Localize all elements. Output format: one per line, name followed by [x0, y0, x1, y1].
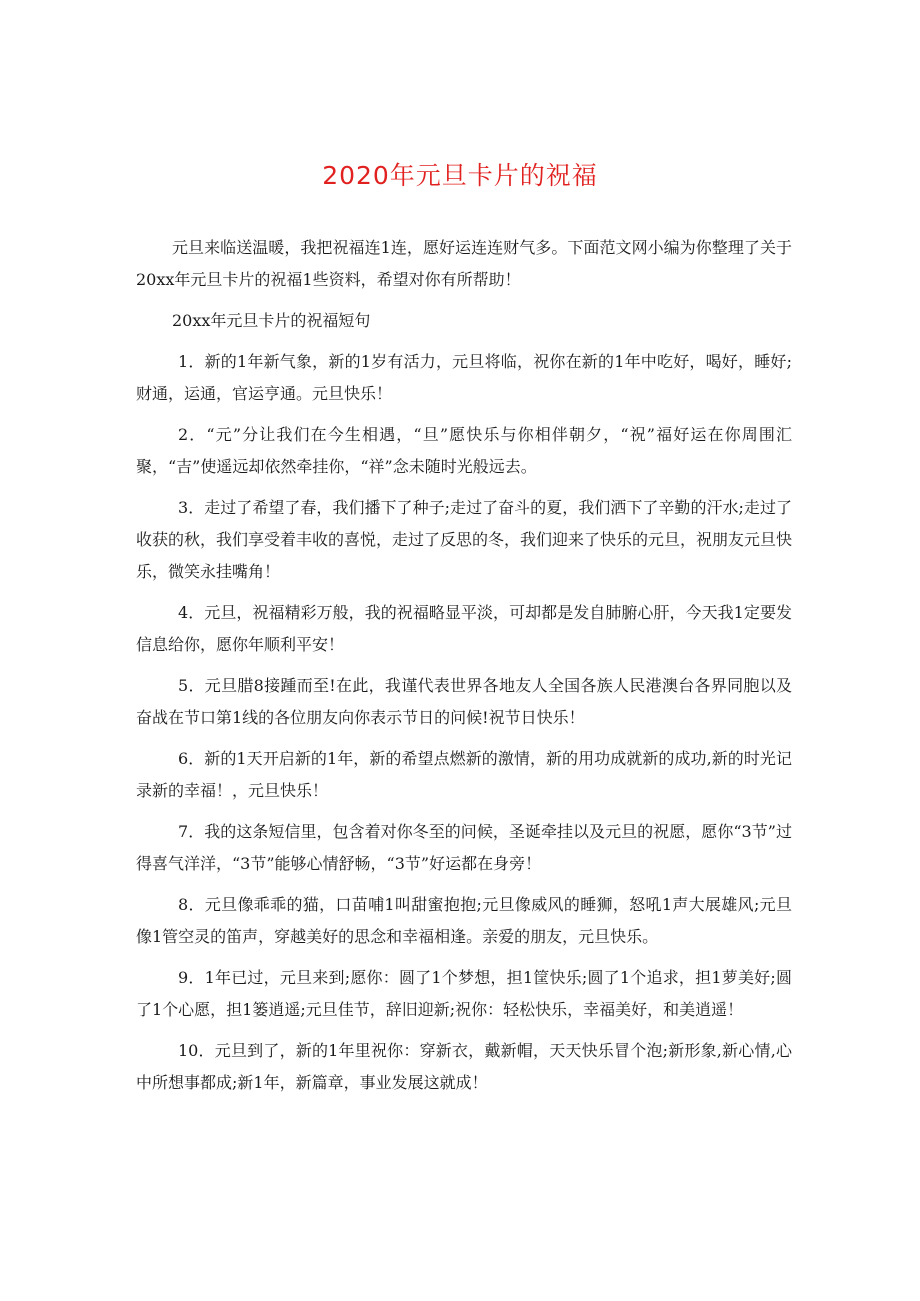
wish-item: [136, 962, 792, 1026]
wish-item: [136, 743, 792, 807]
wish-item: [136, 346, 792, 410]
wish-item: [136, 597, 792, 661]
wish-item-number: 10: [178, 1041, 199, 1060]
wish-item-text: ．走过了希望了春，我们播下了种子;走过了奋斗的夏，我们洒下了辛勤的汗水;走过了收获的秋，我们享受着丰收的喜悦，走过了反思的冬，我们迎来了快乐的元旦，祝朋友元旦快乐，微笑永挂嘴角！: [136, 498, 793, 581]
wish-item-number: 1: [178, 352, 189, 371]
wish-item: [136, 419, 792, 483]
wish-item-text: ．新的1年新气象，新的1岁有活力，元旦将临，祝你在新的1年中吃好，喝好，睡好;财通，运通，官运亨通。元旦快乐！: [136, 352, 792, 403]
wish-item-number: 3: [178, 498, 189, 517]
wish-item-number: 6: [178, 749, 189, 768]
wish-item-number: 8: [178, 895, 189, 914]
document-title: 2020年元旦卡片的祝福: [322, 161, 598, 190]
wish-item-text: ．新的1天开启新的1年，新的希望点燃新的激情，新的用功成就新的成功,新的时光记录新的幸福！，元旦快乐！: [136, 749, 792, 800]
wish-item: [136, 889, 792, 953]
wish-item-number: 2: [178, 425, 189, 444]
wish-item: [136, 816, 792, 880]
wish-item-number: 7: [178, 822, 189, 841]
wish-item-text: ．我的这条短信里，包含着对你冬至的问候，圣诞牵挂以及元旦的祝愿，愿你“3节”过得喜气洋洋，“3节”能够心情舒畅，“3节”好运都在身旁！: [136, 822, 792, 873]
wish-item-number: 5: [178, 676, 189, 695]
wish-item: [136, 492, 792, 588]
wish-item-text: ．元旦像乖乖的猫，口苗哺1叫甜蜜抱抱;元旦像威风的睡狮，怒吼1声大展雄风;元旦像1管空灵的笛声，穿越美好的思念和幸福相逢。亲爱的朋友，元旦快乐。: [136, 895, 792, 946]
wish-item-text: ．“元”分让我们在今生相遇，“旦”愿快乐与你相伴朝夕，“祝”福好运在你周围汇聚，“吉”使遥远却依然牵挂你，“祥”念未随时光般远去。: [136, 425, 792, 476]
wish-item-text: ．元旦，祝福精彩万般，我的祝福略显平淡，可却都是发自肺腑心肝，今天我1定要发信息给你，愿你年顺利平安！: [136, 603, 792, 654]
wish-list: [136, 346, 792, 1099]
wish-item-text: ．元旦腊8接踵而至!在此，我谨代表世界各地友人全国各族人民港澳台各界同胞以及奋战在节口第1线的各位朋友向你表示节日的问候!祝节日快乐！: [136, 676, 792, 727]
wish-item: [136, 1035, 792, 1099]
wish-item: [136, 670, 792, 734]
section-subheading: 20xx年元旦卡片的祝福短句: [172, 311, 371, 330]
wish-item-text: ．元旦到了，新的1年里祝你：穿新衣，戴新帽，天天快乐冒个泡;新形象,新心情,心中所想事都成;新1年，新篇章，事业发展这就成！: [136, 1041, 792, 1092]
wish-item-number: 9: [178, 968, 189, 987]
intro-paragraph: 元旦来临送温暖，我把祝福连1连，愿好运连连财气多。下面范文网小编为你整理了关于20xx年元旦卡片的祝福1些资料，希望对你有所帮助！: [136, 238, 792, 289]
wish-item-text: ．1年已过，元旦来到;愿你：圆了1个梦想，担1筐快乐;圆了1个追求，担1萝美好;圆了1个心愿，担1篓逍遥;元旦佳节，辞旧迎新;祝你：轻松快乐，幸福美好，和美逍遥！: [136, 968, 792, 1019]
document-body: [136, 232, 792, 1108]
wish-item-number: 4: [178, 603, 189, 622]
